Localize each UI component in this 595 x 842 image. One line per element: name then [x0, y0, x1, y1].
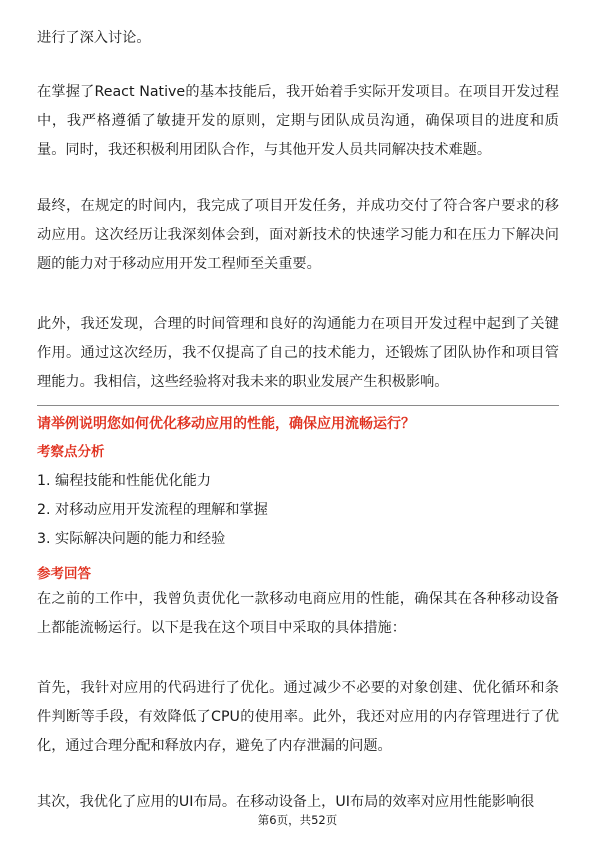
- question-heading: 请举例说明您如何优化移动应用的性能，确保应用流畅运行？: [37, 416, 415, 432]
- paragraph-intro-tail: 进行了深入讨论。: [37, 30, 151, 46]
- paragraph-react-native: 在掌握了React Native的基本技能后，我开始着手实际开发项目。在项目开发过程中，我严格遵循了敏捷开发的原则，定期与团队成员沟通，确保项目的进度和质量。同时，我还积极利用团队合作，与其他开发人员共同解决技术难题。: [37, 84, 559, 158]
- paragraph-answer-intro: 在之前的工作中，我曾负责优化一款移动电商应用的性能，确保其在各种移动设备上都能流畅运行。以下是我在这个项目中采取的具体措施：: [37, 591, 559, 636]
- analysis-point: 2. 对移动应用开发流程的理解和掌握: [37, 502, 268, 518]
- paragraph-second: 其次，我优化了应用的UI布局。在移动设备上，UI布局的效率对应用性能影响很: [37, 794, 535, 810]
- section-divider: [37, 405, 559, 406]
- answer-heading: 参考回答: [37, 566, 91, 582]
- paragraph-finally: 最终，在规定的时间内，我完成了项目开发任务，并成功交付了符合客户要求的移动应用。这次经历让我深刻体会到，面对新技术的快速学习能力和在压力下解决问题的能力对于移动应用开发工程师至关重要。: [37, 198, 559, 272]
- document-page: [37, 0, 559, 842]
- analysis-point: 3. 实际解决问题的能力和经验: [37, 531, 226, 547]
- analysis-heading: 考察点分析: [37, 444, 105, 460]
- paragraph-first: 首先，我针对应用的代码进行了优化。通过减少不必要的对象创建、优化循环和条件判断等手段，有效降低了CPU的使用率。此外，我还对应用的内存管理进行了优化，通过合理分配和释放内存，避免了内存泄漏的问题。: [37, 680, 559, 754]
- analysis-point: 1. 编程技能和性能优化能力: [37, 473, 212, 489]
- paragraph-moreover: 此外，我还发现，合理的时间管理和良好的沟通能力在项目开发过程中起到了关键作用。通过这次经历，我不仅提高了自己的技术能力，还锻炼了团队协作和项目管理能力。我相信，这些经验将对我未来的职业发展产生积极影响。: [37, 316, 559, 390]
- page-indicator: 第6页，共52页: [257, 813, 338, 827]
